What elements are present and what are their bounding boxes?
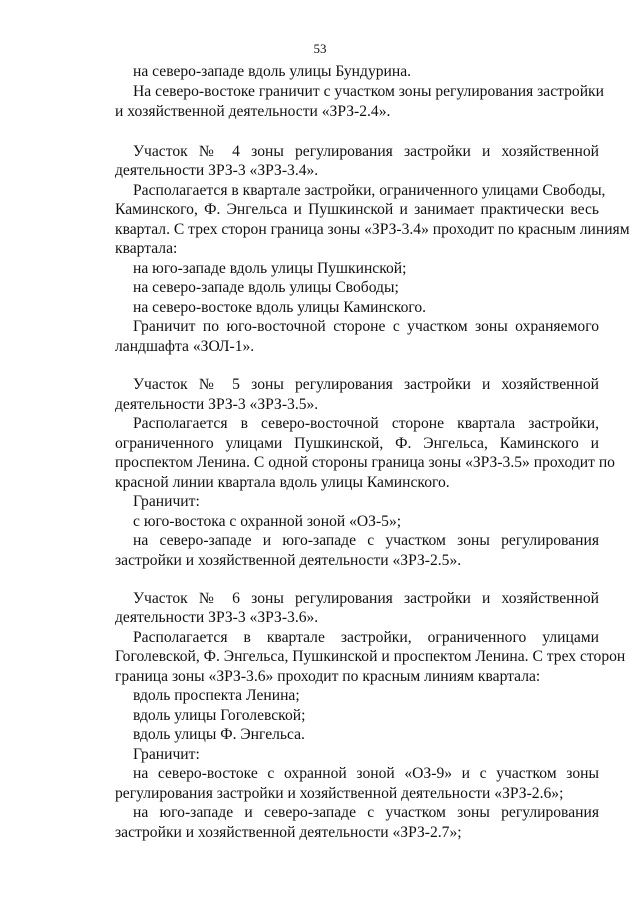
text-line: Располагается в квартале застройки, ограниченного улицами bbox=[133, 629, 599, 646]
text-line: Участок № 6 зоны регулирования застройки и хозяйственной bbox=[133, 590, 599, 607]
text-line: красной линии квартала вдоль улицы Каминского. bbox=[115, 474, 450, 491]
page-number: 53 bbox=[313, 41, 327, 56]
text-line: застройки и хозяйственной деятельности «ЗРЗ-2.5». bbox=[115, 552, 462, 569]
text-line: граница зоны «ЗРЗ-3.6» проходит по красным линиям квартала: bbox=[115, 668, 541, 685]
text-line: вдоль улицы Гоголевской; bbox=[133, 707, 306, 724]
text-line: проспектом Ленина. С одной стороны граница зоны «ЗРЗ-3.5» проходит по bbox=[115, 454, 615, 471]
text-line: застройки и хозяйственной деятельности «ЗРЗ-2.7»; bbox=[115, 824, 462, 841]
text-line: квартала: bbox=[115, 240, 178, 257]
text-line: регулирования застройки и хозяйственной деятельности «ЗРЗ-2.6»; bbox=[115, 785, 564, 802]
text-line: На северо-востоке граничит с участком зоны регулирования застройки bbox=[133, 83, 604, 100]
text-line: на северо-западе вдоль улицы Свободы; bbox=[133, 279, 399, 296]
text-line: на северо-западе и юго-западе с участком зоны регулирования bbox=[133, 532, 599, 549]
text-line: на северо-востоке вдоль улицы Каминского. bbox=[133, 299, 427, 316]
text-line: Располагается в квартале застройки, ограниченного улицами Свободы, bbox=[133, 182, 606, 199]
text-line: ограниченного улицами Пушкинской, Ф. Энгельса, Каминского и bbox=[115, 435, 599, 452]
text-line: деятельности ЗРЗ-3 «ЗРЗ-3.6». bbox=[115, 609, 319, 626]
text-line: Располагается в северо-восточной стороне квартала застройки, bbox=[133, 415, 599, 432]
text-line: с юго-востока с охранной зоной «ОЗ-5»; bbox=[133, 513, 402, 530]
text-line: деятельности ЗРЗ-3 «ЗРЗ-3.4». bbox=[115, 162, 319, 179]
text-line: на юго-западе и северо-западе с участком зоны регулирования bbox=[133, 804, 599, 821]
text-line: квартал. С трех сторон граница зоны «ЗРЗ-3.4» проходит по красным линиям bbox=[115, 221, 630, 238]
text-line: Граничит: bbox=[133, 493, 200, 510]
text-line: Граничит по юго-восточной стороне с участком зоны охраняемого bbox=[133, 318, 599, 335]
text-line: на северо-западе вдоль улицы Бундурина. bbox=[133, 63, 412, 80]
text-line: Гоголевской, Ф. Энгельса, Пушкинской и проспектом Ленина. С трех сторон bbox=[115, 648, 626, 665]
text-line: на северо-востоке с охранной зоной «ОЗ-9» и с участком зоны bbox=[133, 765, 599, 782]
text-line: на юго-западе вдоль улицы Пушкинской; bbox=[133, 260, 407, 277]
text-line: ландшафта «ЗОЛ-1». bbox=[115, 338, 255, 355]
text-line: деятельности ЗРЗ-3 «ЗРЗ-3.5». bbox=[115, 396, 319, 413]
text-line: вдоль улицы Ф. Энгельса. bbox=[133, 726, 305, 743]
text-line: Участок № 5 зоны регулирования застройки и хозяйственной bbox=[133, 376, 599, 393]
text-line: Каминского, Ф. Энгельса и Пушкинской и занимает практически весь bbox=[115, 201, 599, 218]
text-line: вдоль проспекта Ленина; bbox=[133, 687, 300, 704]
text-line: Участок № 4 зоны регулирования застройки и хозяйственной bbox=[133, 143, 599, 160]
text-line: Граничит: bbox=[133, 746, 200, 763]
text-line: и хозяйственной деятельности «ЗРЗ-2.4». bbox=[115, 103, 391, 120]
